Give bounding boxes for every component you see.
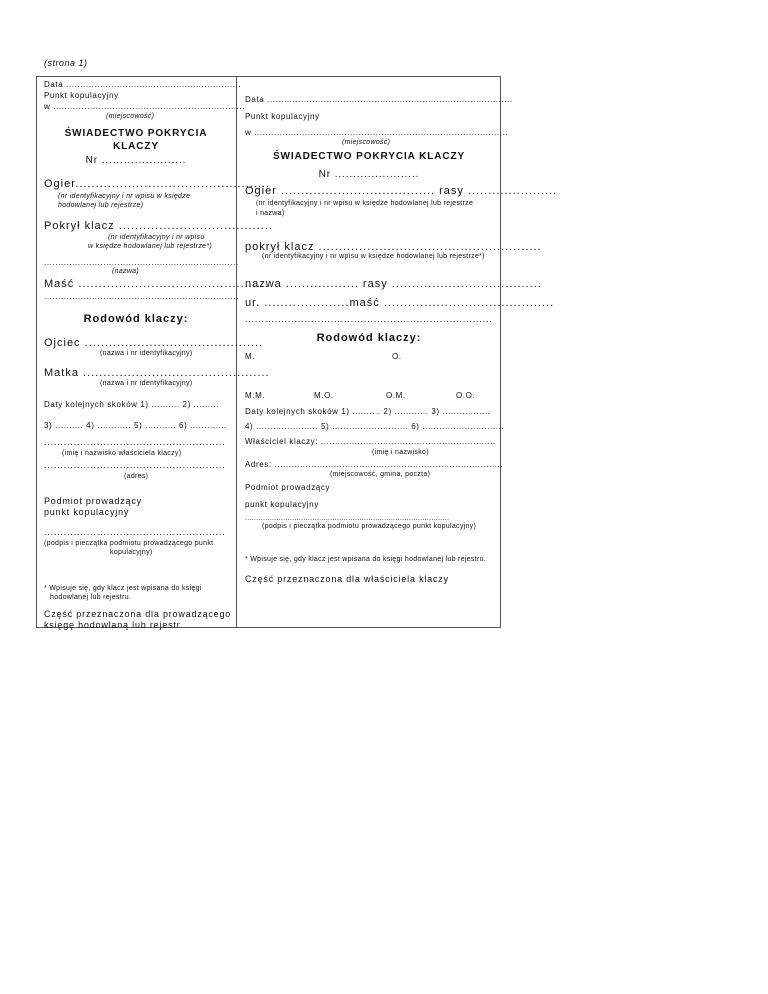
- left-podpis-caption1: (podpis i pieczątka podmiotu prowadzącego punkt: [44, 540, 214, 547]
- left-title-line2: KLACZY: [113, 141, 159, 152]
- right-rodowod-title: Rodowód klaczy:: [316, 332, 422, 344]
- right-m-label: M.: [245, 352, 256, 361]
- left-skoki-line2: 3) .......... 4) ............ 5) ........... 6) .............: [44, 421, 227, 430]
- right-ogier-line: Ogier ...................................... rasy ......................: [245, 185, 558, 197]
- right-o-label: O.: [392, 352, 402, 361]
- left-matka-line: Matka ..............................................: [44, 367, 270, 379]
- left-ogier-caption1: (nr identyfikacyjny i nr wpisu w księdze: [58, 193, 191, 200]
- right-w-line: w ..........................................................................................: [245, 128, 509, 137]
- right-punkt-label: Punkt kopulacyjny: [245, 112, 320, 121]
- right-skoki-line2: 4) ...................... 5) ........................... 6) .............................: [245, 422, 505, 431]
- left-pokryl-line: Pokrył klacz ......................................: [44, 220, 273, 232]
- right-nr-line: Nr .......................: [318, 169, 420, 180]
- left-ogier-line: Ogier................................................: [44, 178, 270, 190]
- right-podmiot-line1: Podmiot prowadzący: [245, 483, 331, 492]
- left-skoki-line1: Daty kolejnych skoków 1) .......... 2) .........: [44, 400, 220, 409]
- right-skoki-line1: Daty kolejnych skoków 1) .......... 2) ............ 3) .................: [245, 407, 491, 416]
- left-adres-caption: (adres): [124, 473, 149, 480]
- page-label: (strona 1): [44, 58, 88, 68]
- left-owner-caption: (imię i nazwisko właściciela klaczy): [62, 450, 182, 457]
- right-oo-label: O.O.: [456, 391, 476, 400]
- right-wlasciciel-line: Właściciel klaczy: ..............................................................: [245, 437, 496, 446]
- left-pokryl-caption2: w księdze hodowlanej lub rejestrze*): [88, 243, 213, 250]
- left-footnote1: * Wpisuje się, gdy klacz jest wpisana do księgi: [44, 585, 202, 592]
- right-miejscowosc-caption: (miejscowość): [342, 139, 391, 146]
- left-ojciec-line: Ojciec ............................................: [44, 337, 264, 349]
- right-adres-line: Adres: .................................................................................: [245, 460, 504, 469]
- left-ogier-caption2: hodowlanej lub rejestrze): [58, 202, 144, 209]
- left-owner-dots: .......................................................: [44, 437, 226, 447]
- right-om-label: O.M.: [386, 391, 406, 400]
- left-podmiot-line1: Podmiot prowadzący: [44, 496, 142, 506]
- right-wlasciciel-caption: (imię i nazwisko): [372, 449, 429, 456]
- right-pokryl-caption: (nr identyfikacyjny i nr wpisu w księdze hodowlanej lub rejestrze*): [262, 253, 485, 260]
- right-data-line: Data .......................................................................................: [245, 95, 513, 104]
- left-podmiot-line2: punkt kopulacyjny: [44, 507, 130, 517]
- right-pokryl-line: pokrył klacz .......................................................: [245, 241, 542, 253]
- right-ogier-caption2: i nazwa): [256, 210, 285, 217]
- left-nazwa-dots: .....................................................................: [44, 258, 239, 267]
- right-mo-label: M.O.: [314, 391, 334, 400]
- left-part-line1: Część przeznaczona dla prowadzącego: [44, 609, 232, 619]
- right-title: ŚWIADECTWO POKRYCIA KLACZY: [272, 151, 466, 162]
- left-title-line1: ŚWIADECTWO POKRYCIA: [64, 128, 208, 139]
- right-podpis-dots: ...........................................................................................: [245, 515, 450, 522]
- left-masc-dots: .....................................................................: [44, 292, 239, 301]
- right-adres-caption: (miejscowość, gmina, poczta): [330, 471, 431, 478]
- left-part-line2: księgę hodowlaną lub rejestr: [44, 620, 181, 630]
- right-footnote: * Wpisuje się, gdy klacz jest wpisana do księgi hodowlanej lub rejestru.: [245, 556, 487, 563]
- left-masc-line: Maść ...............................................: [44, 278, 269, 290]
- right-nazwa-line: nazwa .................. rasy .....................................: [245, 278, 542, 290]
- left-adres-dots: .......................................................: [44, 460, 226, 470]
- left-rodowod-title: Rodowód klaczy:: [83, 313, 189, 325]
- left-nr-line: Nr .......................: [85, 155, 187, 166]
- right-ogier-caption1: (nr identyfikacyjny i nr wpisu w księdze hodowlanej lub rejestrze: [256, 200, 474, 207]
- left-nazwa-caption: (nazwa): [112, 268, 139, 275]
- left-miejscowosc-caption: (miejscowość): [106, 113, 155, 120]
- right-podpis-caption: (podpis i pieczątka podmiotu prowadzącego punkt kopulacyjny): [262, 523, 477, 530]
- left-pokryl-caption1: (nr identyfikacyjny i nr wpisu: [108, 234, 205, 241]
- left-matka-caption: (nazwa i nr identyfikacyjny): [100, 380, 193, 387]
- right-dots-line: ...........................................................................: [245, 314, 493, 324]
- left-w-line: w ....................................................................: [44, 102, 246, 111]
- right-part-line: Część przeznaczona dla właściciela klaczy: [245, 574, 449, 584]
- right-mm-label: M.M.: [245, 391, 266, 400]
- left-footnote2: hodowlanej lub rejestru.: [50, 594, 132, 601]
- left-podpis-caption2: kopulacyjny): [110, 549, 153, 556]
- right-podmiot-line2: punkt kopulacyjny: [245, 500, 319, 509]
- left-punkt-label: Punkt kopulacyjny: [44, 91, 119, 100]
- left-podpis-dots: .......................................................: [44, 527, 226, 537]
- right-ur-line: ur. .....................maść ..........................................: [245, 297, 555, 309]
- left-ojciec-caption: (nazwa i nr identyfikacyjny): [100, 350, 193, 357]
- left-data-line: Data ..............................................................: [44, 80, 242, 89]
